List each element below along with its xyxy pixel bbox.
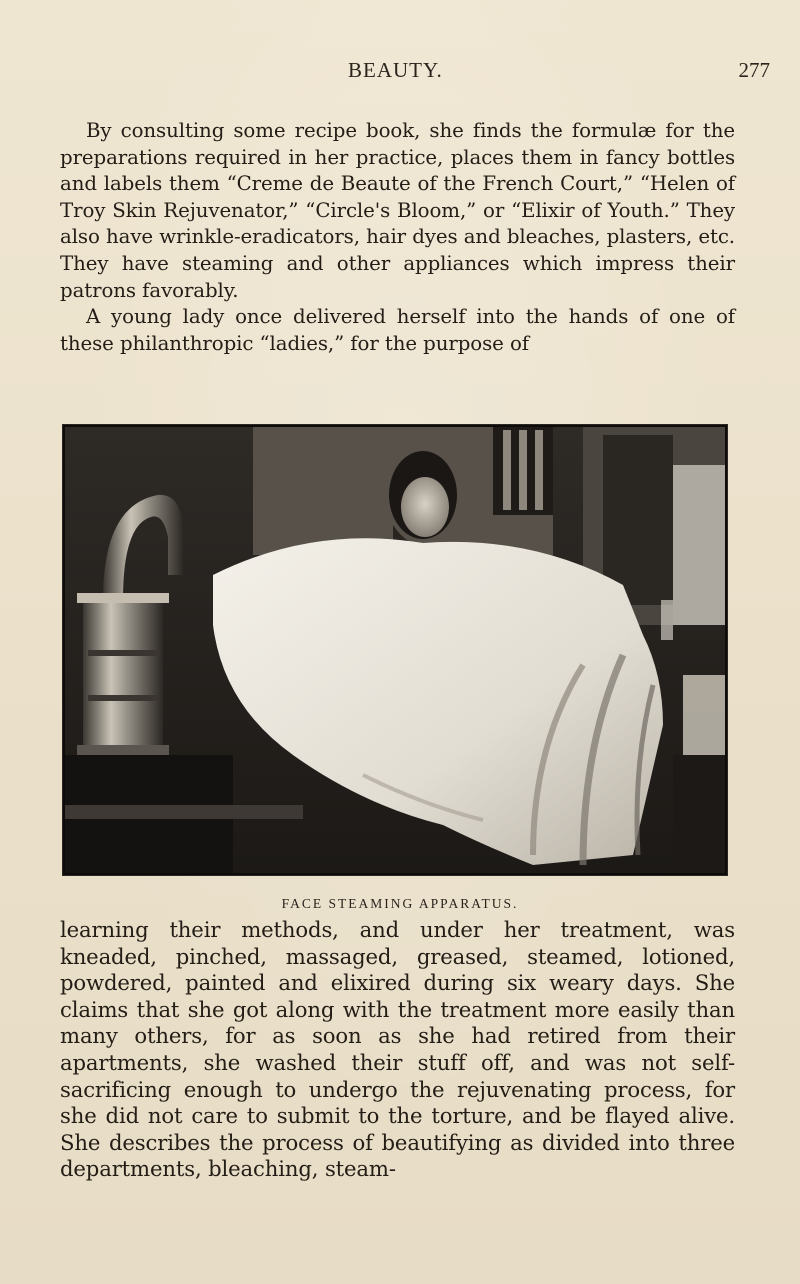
figure-caption: FACE STEAMING APPARATUS. — [281, 896, 519, 911]
photograph-illustration — [63, 425, 727, 875]
page-number: 277 — [738, 58, 770, 82]
paragraph: learning their methods, and under her treatment, was kneaded, pinched, massaged, greased, steamed, lotioned, powdered, painted and elixired during six weary days. She claims that she got along with the treatment more easily than many others, for as soon as she had retired from their apartments, she washed their stuff off, and was not self-sacrificing enough to undergo the rejuvenating process, for she did not care to submit to the torture, and be flayed alive. She describes the process of beautifying as divided into three departments, bleaching, steam- — [60, 917, 735, 1182]
paragraph: By consulting some recipe book, she finds the formulæ for the preparations required in her practice, places them in fancy bottles and labels them “Creme de Beaute of the French Court,” “Helen of Troy Skin Rejuvenator,” “Circle's Bloom,” or “Elixir of Youth.” They also have wrinkle-eradicators, hair dyes and bleaches, plasters, etc. They have steaming and other appliances which impress their patrons favorably. — [60, 119, 735, 302]
page-header — [60, 58, 770, 88]
paragraph: A young lady once delivered herself into the hands of one of these philanthropic “ladies,” for the purpose of — [60, 305, 735, 355]
face-steaming-photograph — [62, 424, 728, 876]
running-title: BEAUTY. — [348, 58, 443, 82]
lower-body-text — [60, 917, 735, 1183]
upper-body-text — [60, 118, 735, 357]
